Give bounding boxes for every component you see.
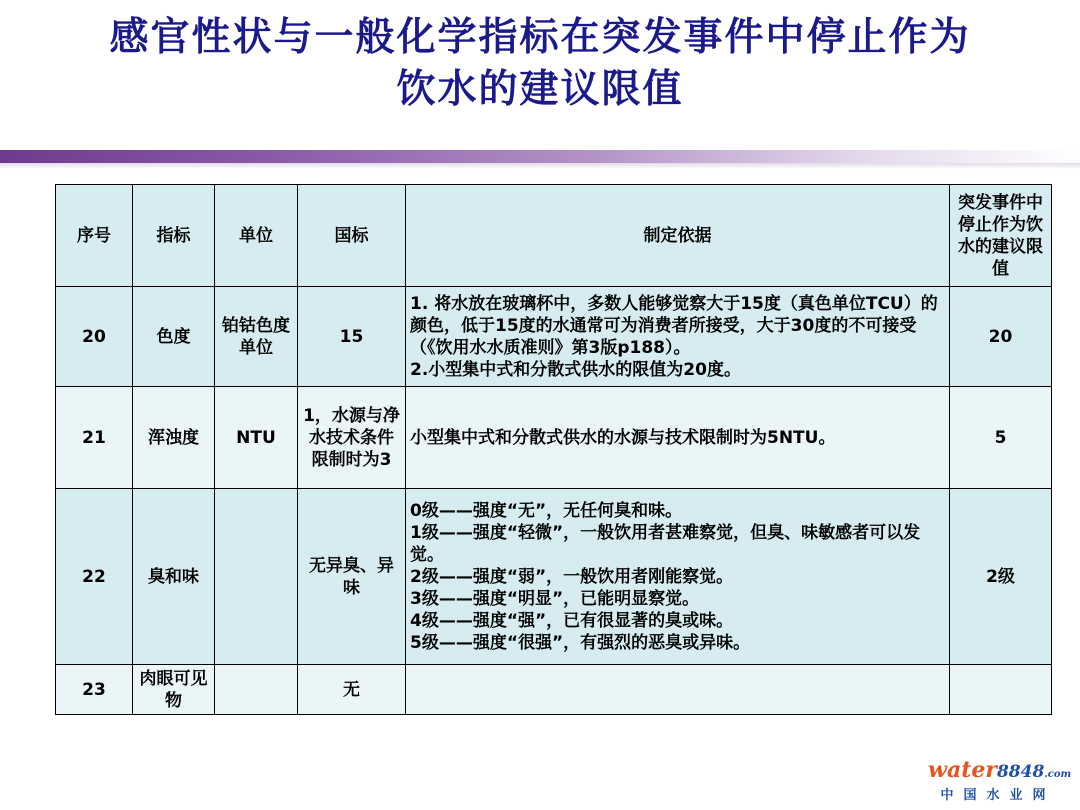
table-row xyxy=(56,489,1052,665)
cell-unit xyxy=(215,489,298,665)
cell-basis xyxy=(406,387,950,489)
cell-limit: 2级 xyxy=(950,489,1052,665)
basis-line: 1. 将水放在玻璃杯中，多数人能够觉察大于15度（真色单位TCU）的颜色，低于15度的水通常可为消费者所接受，大于30度的不可接受（《饮用水水质准则》第3版p188）。 xyxy=(410,293,938,358)
title-divider-shadow xyxy=(0,163,1080,169)
basis-line: 2级——强度“弱”，一般饮用者刚能察觉。 xyxy=(410,566,734,587)
cell-standard: 1，水源与净水技术条件限制时为3 xyxy=(298,387,406,489)
basis-line: 5级——强度“很强”，有强烈的恶臭或异味。 xyxy=(410,632,751,653)
cell-limit: 20 xyxy=(950,287,1052,387)
logo-brand-number: 8848 xyxy=(996,762,1045,782)
cell-no: 23 xyxy=(56,665,133,715)
basis-line: 1级——强度“轻微”，一般饮用者甚难察觉，但臭、味敏感者可以发觉。 xyxy=(410,522,921,565)
table-row xyxy=(56,387,1052,489)
cell-indicator: 肉眼可见物 xyxy=(133,665,215,715)
cell-basis xyxy=(406,665,950,715)
logo-brand-domain: .com xyxy=(1044,769,1072,780)
cell-unit: 铂钴色度单位 xyxy=(215,287,298,387)
table-row xyxy=(56,665,1052,715)
slide-title-line-2: 饮水的建议限值 xyxy=(396,67,684,112)
slide-title xyxy=(0,12,1080,116)
cell-no: 21 xyxy=(56,387,133,489)
cell-limit: 5 xyxy=(950,387,1052,489)
cell-indicator: 浑浊度 xyxy=(133,387,215,489)
cell-no: 22 xyxy=(56,489,133,665)
cell-unit xyxy=(215,665,298,715)
table-header-row xyxy=(56,185,1052,287)
cell-standard: 无 xyxy=(298,665,406,715)
cell-basis xyxy=(406,287,950,387)
cell-limit xyxy=(950,665,1052,715)
logo-brand-word: water xyxy=(928,757,997,783)
header-basis: 制定依据 xyxy=(406,185,950,287)
header-indicator: 指标 xyxy=(133,185,215,287)
cell-indicator: 色度 xyxy=(133,287,215,387)
limits-table xyxy=(55,184,1052,715)
basis-line: 2.小型集中式和分散式供水的限值为20度。 xyxy=(410,359,741,380)
cell-standard: 无异臭、异味 xyxy=(298,489,406,665)
header-unit: 单位 xyxy=(215,185,298,287)
title-divider-bar xyxy=(0,150,1080,163)
basis-line: 4级——强度“强”，已有很显著的臭或味。 xyxy=(410,610,734,631)
logo-brand xyxy=(928,757,1072,788)
header-no: 序号 xyxy=(56,185,133,287)
basis-line: 3级——强度“明显”，已能明显察觉。 xyxy=(410,588,700,609)
cell-indicator: 臭和味 xyxy=(133,489,215,665)
water8848-logo xyxy=(928,757,1072,804)
slide-title-line-1: 感官性状与一般化学指标在突发事件中停止作为 xyxy=(109,15,971,60)
header-limit: 突发事件中停止作为饮水的建议限值 xyxy=(950,185,1052,287)
cell-basis xyxy=(406,489,950,665)
cell-unit: NTU xyxy=(215,387,298,489)
table-row xyxy=(56,287,1052,387)
cell-standard: 15 xyxy=(298,287,406,387)
header-standard: 国标 xyxy=(298,185,406,287)
logo-subtitle: 中国水业网 xyxy=(940,788,1056,803)
basis-line: 小型集中式和分散式供水的水源与技术限制时为5NTU。 xyxy=(410,427,836,448)
basis-line: 0级——强度“无”，无任何臭和味。 xyxy=(410,500,683,521)
cell-no: 20 xyxy=(56,287,133,387)
